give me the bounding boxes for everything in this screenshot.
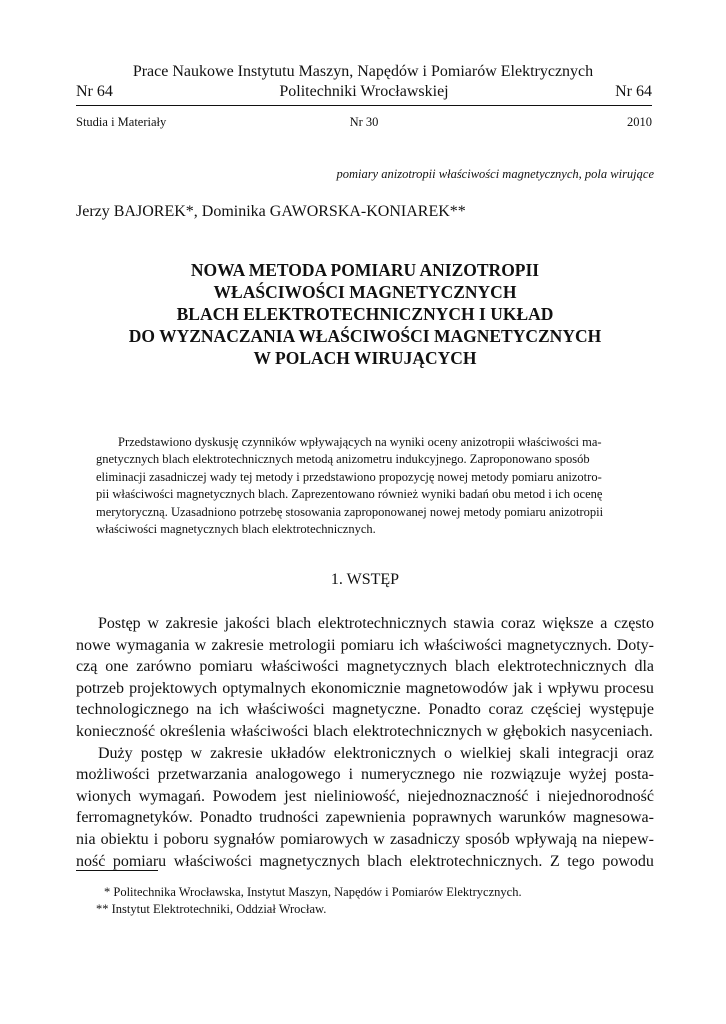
- journal-title-line-1: Prace Naukowe Instytutu Maszyn, Napędów i Pomiarów Elektrycznych: [132, 63, 594, 80]
- abstract-line: gnetycznych blach elektrotechnicznych metodą anizometru indukcyjnego. Zaproponowano sposób: [96, 452, 590, 467]
- body-text: [76, 613, 654, 872]
- title-line: BLACH ELEKTROTECHNICZNYCH I UKŁAD: [176, 304, 554, 324]
- publication-year: 2010: [627, 115, 652, 129]
- abstract-line: właściwości magnetycznych blach elektrotechnicznych.: [96, 522, 376, 537]
- body-line: możliwości przetwarzania analogowego i numerycznego nie rozwiązuje wyżej posta-: [76, 766, 654, 784]
- body-line: nia obiektu i poboru sygnałów pomiarowych w zasadniczy sposób wpływają na niepew-: [76, 830, 654, 848]
- title-line: NOWA METODA POMIARU ANIZOTROPII: [190, 260, 540, 280]
- body-line: konieczność określenia właściwości blach elektrotechnicznych w głębokich nasyceniach.: [76, 722, 653, 740]
- header-rule: [76, 105, 652, 106]
- journal-header-row: [76, 82, 652, 104]
- series-name: Studia i Materiały: [76, 115, 167, 129]
- journal-title-line-2: Politechniki Wrocławskiej: [279, 83, 449, 100]
- abstract-line: pii właściwości magnetycznych blach. Zaprezentowano również wyniki badań obu metod i ich ocenę: [96, 487, 603, 502]
- keywords: pomiary anizotropii właściwości magnetycznych, pola wirujące: [336, 167, 654, 181]
- footnote-2: ** Instytut Elektrotechniki, Oddział Wrocław.: [96, 902, 327, 916]
- body-line: wionych wymagań. Powodem jest nieliniowość, niejednoznaczność i niejednorodność: [76, 787, 654, 805]
- title-line: WŁAŚCIWOŚCI MAGNETYCZNYCH: [213, 282, 517, 302]
- series-number: Nr 30: [349, 115, 379, 129]
- title-line: DO WYZNACZANIA WŁAŚCIWOŚCI MAGNETYCZNYCH: [128, 326, 602, 346]
- issue-number-right: Nr 64: [615, 83, 652, 100]
- footnote-1: * Politechnika Wrocławska, Instytut Maszyn, Napędów i Pomiarów Elektrycznych.: [104, 885, 522, 899]
- authors: Jerzy BAJOREK*, Dominika GAWORSKA-KONIAREK**: [76, 203, 466, 220]
- section-heading: 1. WSTĘP: [330, 571, 400, 588]
- abstract-line: merytoryczną. Uzasadniono potrzebę stosowania zaproponowanej nowej metody pomiaru anizotropii: [96, 504, 604, 519]
- body-line: technologicznego na ich właściwości magnetyczne. Ponadto coraz częściej występuje: [76, 701, 654, 719]
- issue-number-left: Nr 64: [76, 83, 113, 100]
- body-line: Postęp w zakresie jakości blach elektrotechnicznych stawia coraz większe a często: [98, 615, 654, 632]
- series-row: [76, 114, 652, 130]
- body-line: ność pomiaru właściwości magnetycznych blach elektrotechnicznych. Z tego powodu: [76, 852, 654, 870]
- body-line: potrzeb projektowych optymalnych ekonomicznie magnetowodów jak i wpływu procesu: [76, 679, 654, 697]
- abstract-line: eliminacji zasadniczej wady tej metody i przedstawiono propozycję nowej metody pomiaru anizotro-: [96, 469, 602, 484]
- body-line: Duży postęp w zakresie układów elektronicznych o wielkiej skali integracji oraz: [98, 744, 654, 762]
- body-line: nowe wymagania w zakresie metrologii pomiaru ich właściwości magnetycznych. Doty-: [76, 636, 654, 654]
- body-line: ferromagnetyków. Ponadto trudności zapewnienia poprawnych warunków magnesowa-: [76, 809, 654, 827]
- abstract: [96, 434, 652, 538]
- footnote-rule: [76, 870, 158, 871]
- title-line: W POLACH WIRUJĄCYCH: [253, 348, 477, 368]
- paper-title: [76, 259, 654, 369]
- footnotes: [76, 884, 522, 918]
- abstract-line: Przedstawiono dyskusję czynników wpływających na wyniki oceny anizotropii właściwości ma-: [118, 435, 602, 449]
- body-line: czą one zarówno pomiaru właściwości magnetycznych blach elektrotechnicznych dla: [76, 658, 654, 676]
